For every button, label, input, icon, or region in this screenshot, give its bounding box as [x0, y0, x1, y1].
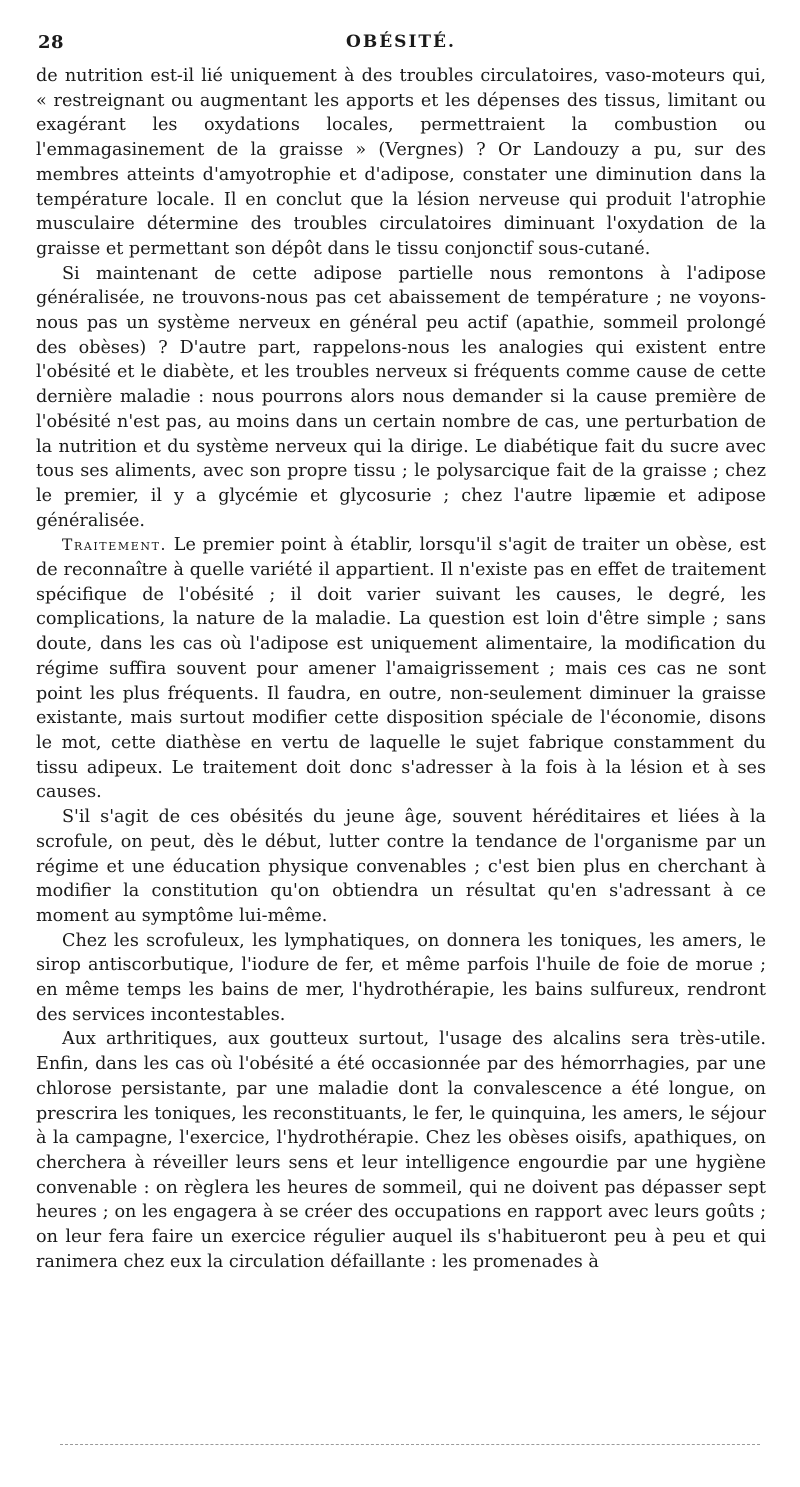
- page: [36, 28, 766, 1274]
- paragraph: [36, 64, 766, 262]
- paragraph-text: de nutrition est-il lié uniquement à des troubles circulatoires, vaso-moteurs qui, « restreignant ou augmentant les apports et les dépenses des tissus, limitant ou exagérant les oxydations locales, permettraient la combustion ou l'emmagasinement de la graisse » (Vergnes) ? Or Landouzy a pu, sur des membres atteints d'amyotrophie et d'adipose, constater une diminution dans la température locale. Il en conclut que la lésion nerveuse qui produit l'atrophie musculaire détermine des troubles circulatoires diminuant l'oxydation de la graisse et permettant son dépôt dans le tissu conjonctif sous-cutané.: [36, 66, 766, 259]
- footer-rule: [60, 1444, 760, 1445]
- paragraph-text: Chez les scrofuleux, les lymphatiques, on donnera les toniques, les amers, le sirop antiscorbutique, l'iodure de fer, et même parfois l'huile de foie de morue ; en même temps les bains de mer, l'hydrothérapie, les bains sulfureux, rendront des services incontestables.: [36, 930, 766, 1025]
- paragraph: [36, 805, 766, 929]
- page-header: [36, 28, 766, 58]
- section-lead: Traitement.: [62, 536, 168, 555]
- paragraph-text: Aux arthritiques, aux goutteux surtout, l'usage des alcalins sera très-utile. Enfin, dans les cas où l'obésité a été occasionnée par des hémorrhagies, par une chlorose persistante, par une maladie dont la convalescence a été longue, on prescrira les toniques, les reconstituants, le fer, le quinquina, les amers, le séjour à la campagne, l'exercice, l'hydrothérapie. Chez les obèses oisifs, apathiques, on cherchera à réveiller leurs sens et leur intelligence engourdie par une hygiène convenable : on règlera les heures de sommeil, qui ne doivent pas dépasser sept heures ; on les engagera à se créer des occupations en rapport avec leurs goûts ; on leur fera faire un exercice régulier auquel ils s'habitueront peu à peu et qui ranimera chez eux la circulation défaillante : les promenades à: [36, 1029, 766, 1272]
- paragraph-text: Si maintenant de cette adipose partielle nous remontons à l'adipose généralisée, ne trouvons-nous pas cet abaissement de température ; ne voyons-nous pas un système nerveux en général peu actif (apathie, sommeil prolongé des obèses) ? D'autre part, rappelons-nous les analogies qui existent entre l'obésité et le diabète, et les troubles nerveux si fréquents comme cause de cette dernière maladie : nous pourrons alors nous demander si la cause première de l'obésité n'est pas, au moins dans un certain nombre de cas, une perturbation de la nutrition et du système nerveux qui la dirige. Le diabétique fait du sucre avec tous ses aliments, avec son propre tissu ; le polysarcique fait de la graisse ; chez le premier, il y a glycémie et glycosurie ; chez l'autre lipæmie et adipose généralisée.: [36, 263, 766, 531]
- running-title: OBÉSITÉ.: [346, 32, 456, 52]
- paragraph: [36, 262, 766, 534]
- paragraph-text: S'il s'agit de ces obésités du jeune âge, souvent héréditaires et liées à la scrofule, on peut, dès le début, lutter contre la tendance de l'organisme par un régime et une éducation physique convenables ; c'est bien plus en cherchant à modifier la constitution qu'on obtiendra un résultat qu'en s'adressant à ce moment au symptôme lui-même.: [36, 807, 766, 926]
- paragraph: [36, 1027, 766, 1274]
- paragraph: [36, 929, 766, 1028]
- page-number: 28: [38, 32, 65, 53]
- body-text: [36, 64, 766, 1274]
- paragraph-traitement: [36, 533, 766, 805]
- paragraph-text: Le premier point à établir, lorsqu'il s'agit de traiter un obèse, est de reconnaître à quelle variété il appartient. Il n'existe pas en effet de traitement spécifique de l'obésité ; il doit varier suivant les causes, le degré, les complications, la nature de la maladie. La question est loin d'être simple ; sans doute, dans les cas où l'adipose est uniquement alimentaire, la modification du régime suffira souvent pour amener l'amaigrissement ; mais ces cas ne sont point les plus fréquents. Il faudra, en outre, non-seulement diminuer la graisse existante, mais surtout modifier cette disposition spéciale de l'économie, disons le mot, cette diathèse en vertu de laquelle le sujet fabrique constamment du tissu adipeux. Le traitement doit donc s'adresser à la fois à la lésion et à ses causes.: [36, 535, 766, 803]
